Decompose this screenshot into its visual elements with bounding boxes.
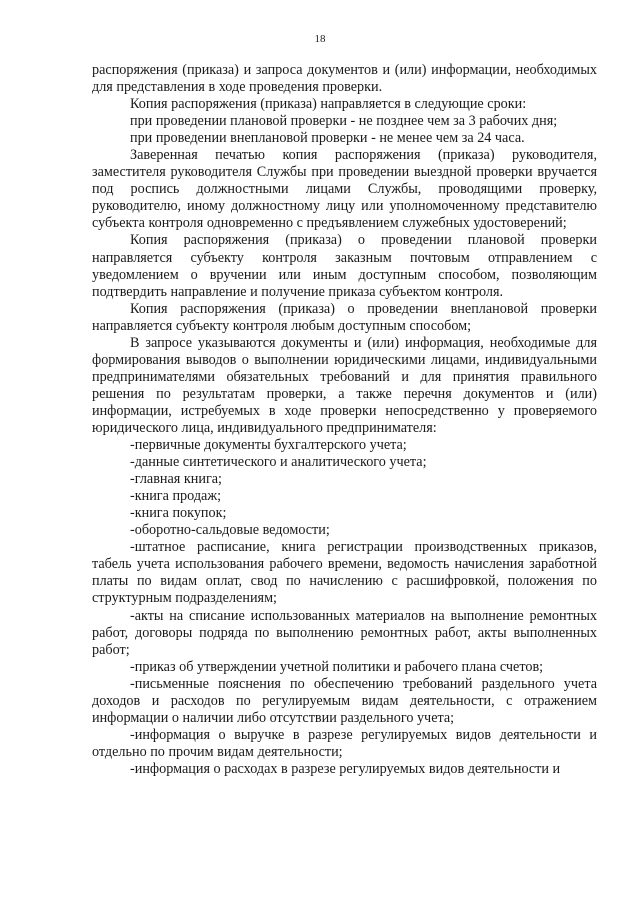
paragraph-certified-copy: Заверенная печатью копия распоряжения (приказа) руководителя, заместителя руководителя Службы при проведении выездной проверки вручается под роспись должностными лицами Службы, проводящими проверку, руководителю, иному должностному лицу или уполномоченному представителю субъекта контроля одновременно с предъявлением служебных удостоверений; [92, 147, 597, 232]
list-item: -книга покупок; [130, 505, 227, 522]
list-item: -приказ об утверждении учетной политики и рабочего плана счетов; [130, 658, 544, 675]
paragraph-continuation: распоряжения (приказа) и запроса документов и (или) информации, необходимых для представления в ходе проведения проверки. [92, 62, 597, 96]
list-item: -оборотно-сальдовые ведомости; [130, 522, 330, 539]
document-body [92, 62, 597, 778]
list-item: -первичные документы бухгалтерского учета; [130, 437, 407, 454]
paragraph-copy-deadlines: Копия распоряжения (приказа) направляется в следующие сроки: [130, 96, 527, 113]
list-item: -письменные пояснения по обеспечению требований раздельного учета доходов и расходов по регулируемым видам деятельности, с отражением информации о наличии либо отсутствии раздельного учета; [92, 675, 597, 726]
paragraph-planned-mailing: Копия распоряжения (приказа) о проведении плановой проверки направляется субъекту контроля заказным почтовым отправлением с уведомлением о вручении или иным доступным способом, позволяющим подтвердить направление и получение приказа субъектом контроля. [92, 232, 597, 300]
paragraph-planned-deadline: при проведении плановой проверки - не позднее чем за 3 рабочих дня; [130, 113, 558, 130]
list-item: -книга продаж; [130, 488, 222, 505]
list-item: -штатное расписание, книга регистрации производственных приказов, табель учета использования рабочего времени, ведомость начисления заработной платы по видам оплат, свод по начислению с расшифровкой, положения по структурным подразделениям; [92, 539, 597, 607]
paragraph-unplanned-deadline: при проведении внеплановой проверки - не менее чем за 24 часа. [130, 130, 525, 147]
list-item: -акты на списание использованных материалов на выполнение ремонтных работ, договоры подряда по выполнению ремонтных работ, акты выполненных работ; [92, 607, 597, 658]
list-item: -данные синтетического и аналитического учета; [130, 454, 427, 471]
paragraph-unplanned-mailing: Копия распоряжения (приказа) о проведении внеплановой проверки направляется субъекту контроля любым доступным способом; [92, 300, 597, 334]
page-number: 18 [314, 33, 326, 45]
list-item: -главная книга; [130, 471, 222, 488]
list-item: -информация о расходах в разрезе регулируемых видов деятельности и [130, 760, 561, 777]
list-item: -информация о выручке в разрезе регулируемых видов деятельности и отдельно по прочим видам деятельности; [92, 726, 597, 760]
paragraph-request-contents: В запросе указываются документы и (или) информация, необходимые для формирования выводов о выполнении юридическими лицами, индивидуальными предпринимателями обязательных требований и для принятия правильного решения по результатам проверки, а также перечня документов и (или) информации, истребуемых в ходе проверки непосредственно у проверяемого юридического лица, индивидуального предпринимателя: [92, 334, 597, 436]
